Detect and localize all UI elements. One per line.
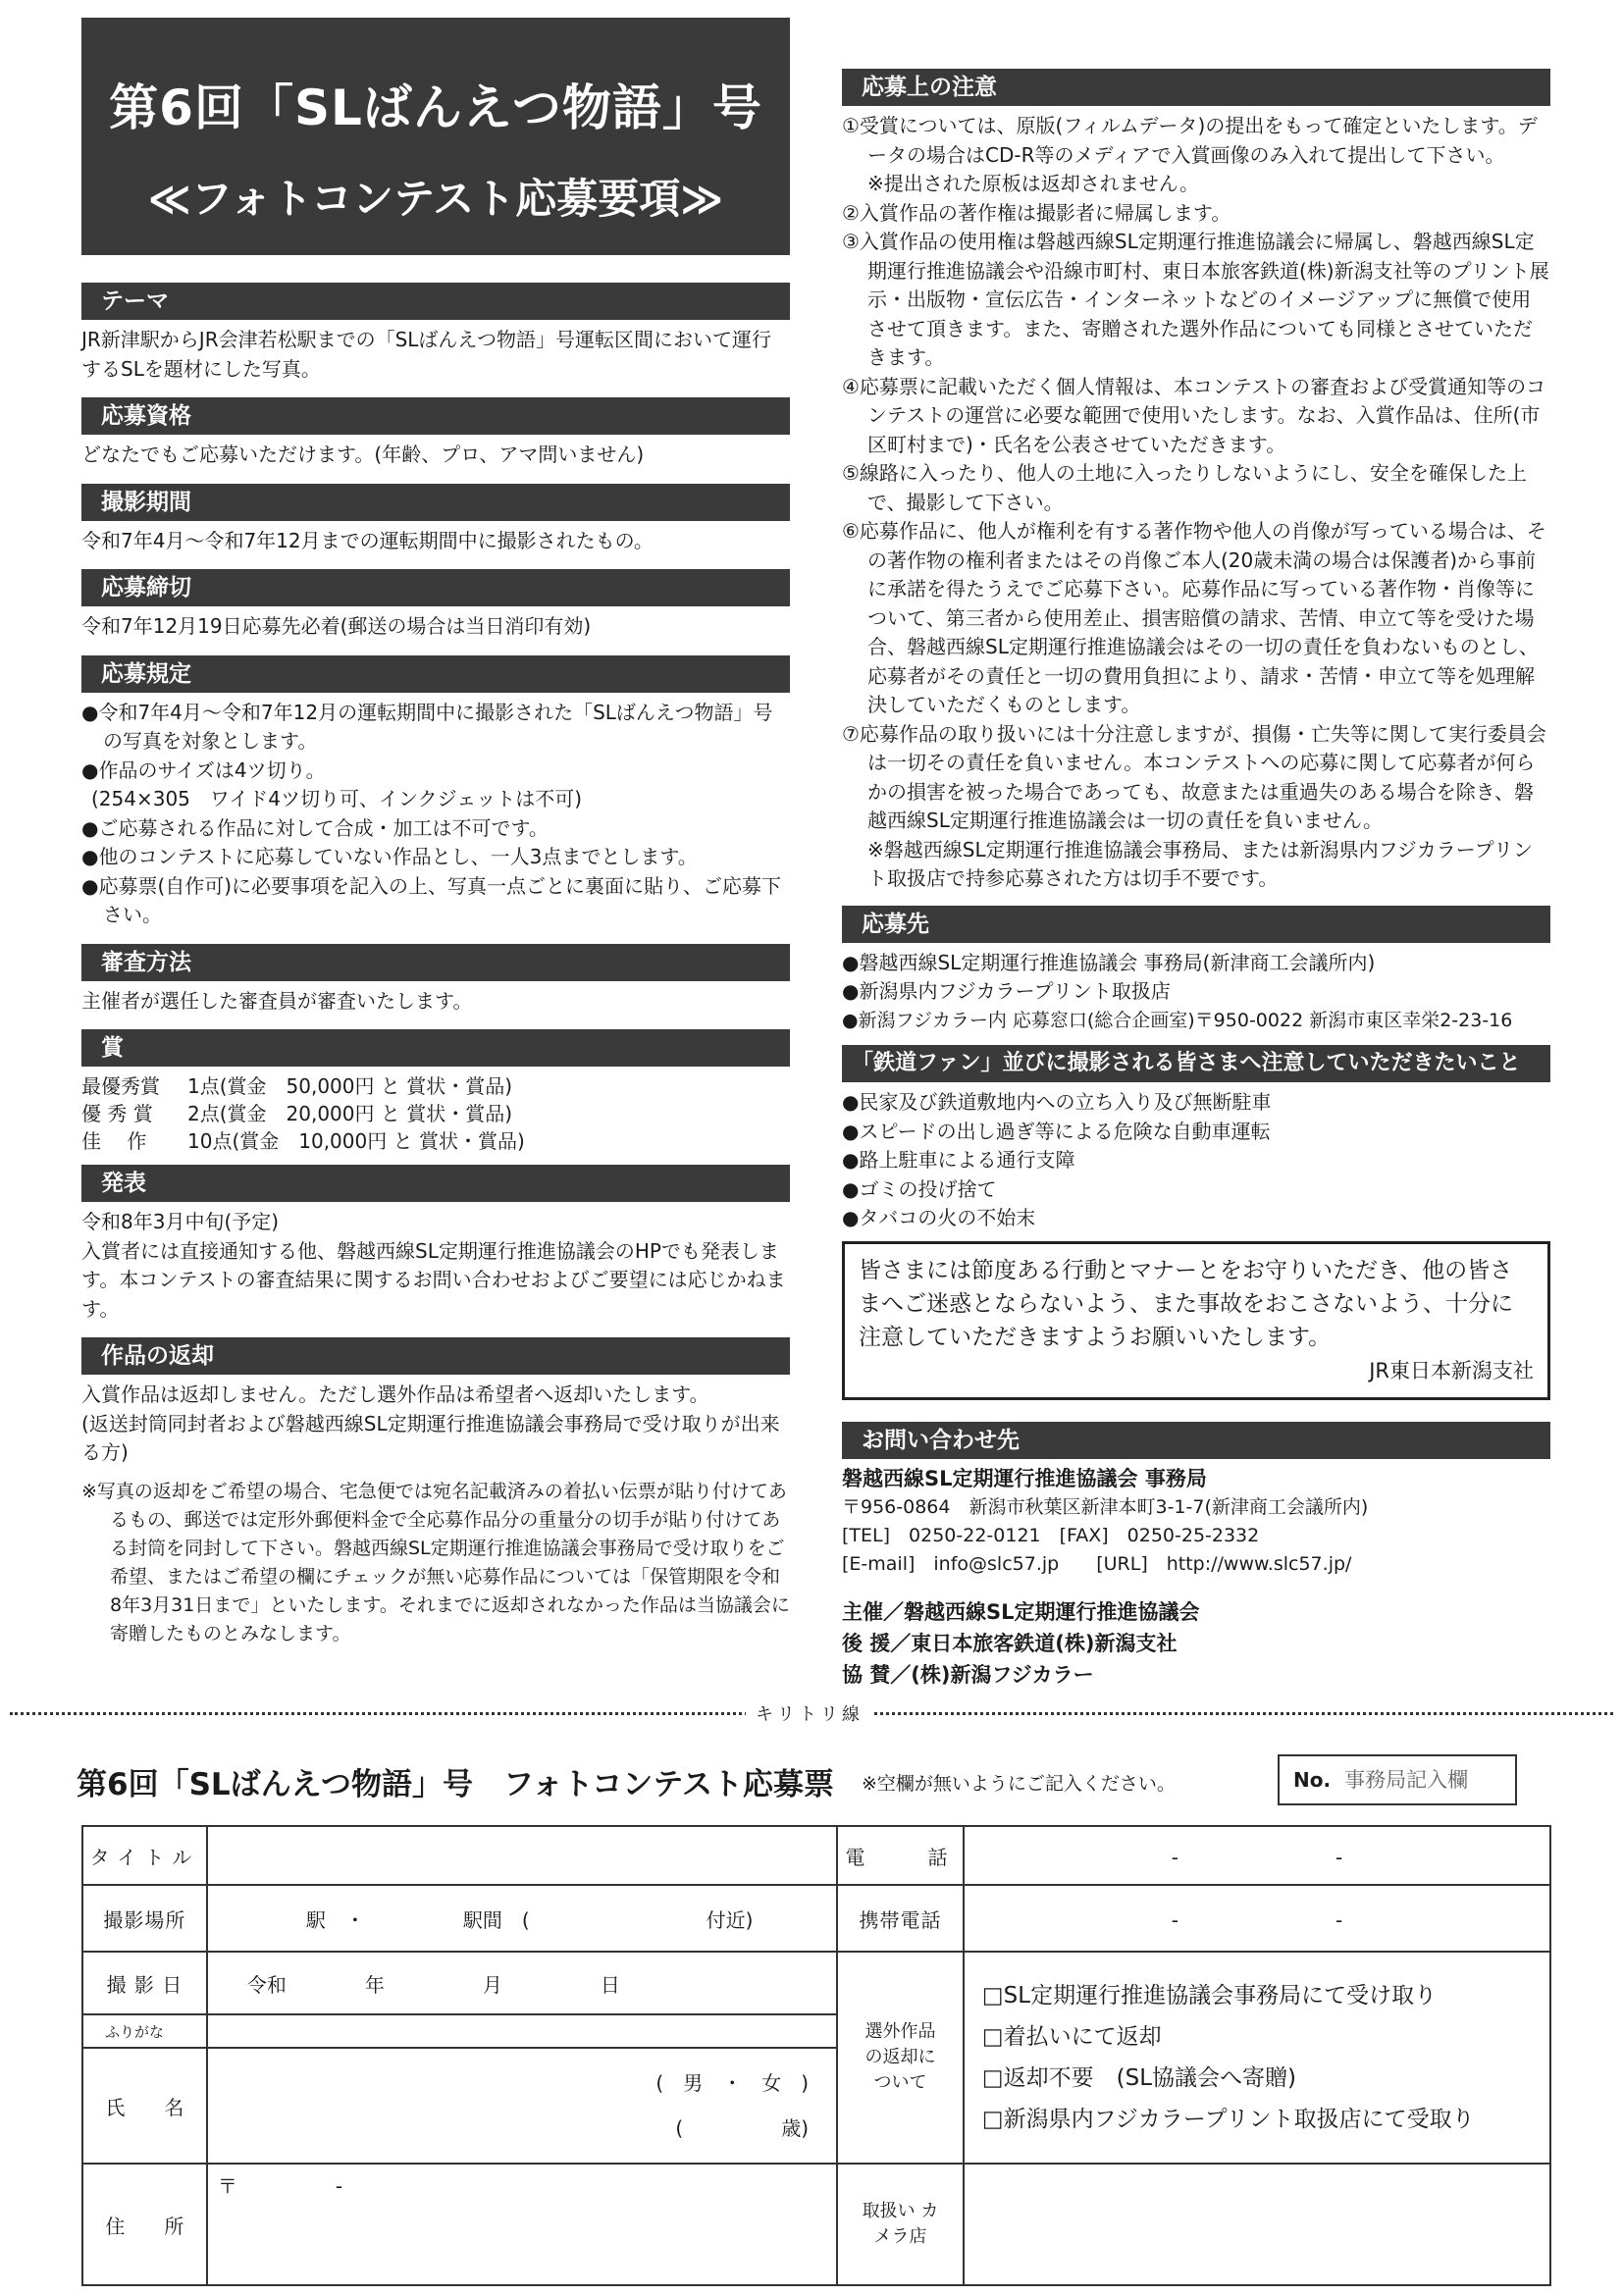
manners-message: 皆さまには節度ある行動とマナーとをお守りいただき、他の皆さまへご迷惑とならないよう、また事故をおこさないよう、十分に注意していただきますようお願いいたします。 bbox=[859, 1257, 1513, 1350]
section-fans bbox=[842, 1045, 1550, 1400]
heading-theme: テーマ bbox=[81, 283, 790, 320]
fan-item: ●スピードの出し過ぎ等による危険な自動車運転 bbox=[842, 1119, 1271, 1143]
left-column bbox=[81, 283, 790, 1648]
announce-text: 令和8年3月中旬(予定) bbox=[81, 1210, 280, 1233]
heading-period: 撮影期間 bbox=[81, 484, 790, 521]
fan-item: ●路上駐車による通行支障 bbox=[842, 1148, 1075, 1172]
form-title: 第6回「SLばんえつ物語」号 フォトコンテスト応募票 bbox=[77, 1767, 834, 1802]
note-item: ①受賞については、原版(フィルムデータ)の提出をもって確定といたします。データの場合はCD-R等のメディアで入賞画像のみ入れて提出して下さい。 bbox=[842, 114, 1538, 167]
note-item: ※提出された原板は返却されません。 bbox=[867, 172, 1199, 195]
fan-item: ●ゴミの投げ捨て bbox=[842, 1176, 997, 1201]
postal-code-field[interactable]: 〒 - bbox=[217, 2174, 343, 2198]
submit-item: ●新潟県内フジカラープリント取扱店 bbox=[842, 979, 1171, 1003]
date-label: 撮 影 日 bbox=[82, 1952, 207, 2014]
rule-item: ●他のコンテストに応募していない作品とし、一人3点までとします。 bbox=[81, 845, 698, 868]
section-announce bbox=[81, 1165, 790, 1324]
prize-name: 優 秀 賞 bbox=[81, 1102, 153, 1125]
note-item: ③入賞作品の使用権は磐越西線SL定期運行推進協議会に帰属し、磐越西線SL定期運行推進協議会や沿線市町村、東日本旅客鉄道(株)新潟支社等のプリント展示・出版物・宣伝広告・インターネットなどのイメージアップに無償で使用させて頂きます。また、寄贈された選外作品についても同様とさせていただきます。 bbox=[842, 230, 1549, 369]
period-text: 令和7年4月～令和7年12月までの運転期間中に撮影されたもの。 bbox=[81, 528, 654, 552]
cut-line-label: キリトリ線 bbox=[746, 1700, 873, 1726]
section-eligibility bbox=[81, 397, 790, 470]
section-contact bbox=[842, 1422, 1550, 1692]
manners-signature: JR東日本新潟支社 bbox=[1369, 1358, 1534, 1383]
office-use-label: 事務局記入欄 bbox=[1344, 1768, 1469, 1792]
place-field[interactable]: 駅 ・ 駅間 ( 付近) bbox=[207, 1885, 837, 1952]
section-theme bbox=[81, 283, 790, 384]
contact-address: 〒956-0864 新潟市秋葉区新津本町3-1-7(新津商工会議所内) bbox=[842, 1496, 1369, 1518]
return-option-checkbox[interactable]: □着払いにて返却 bbox=[981, 2024, 1162, 2050]
contact-org: 磐越西線SL定期運行推進協議会 事務局 bbox=[842, 1466, 1207, 1490]
store-field[interactable] bbox=[964, 2164, 1550, 2285]
section-notes bbox=[842, 69, 1550, 894]
name-label: 氏 名 bbox=[82, 2048, 207, 2164]
fan-item: ●民家及び鉄道敷地内への立ち入り及び無断駐車 bbox=[842, 1090, 1272, 1114]
return-text: (返送封筒同封者および磐越西線SL定期運行推進協議会事務局で受け取りが出来る方) bbox=[81, 1411, 780, 1464]
heading-fans: 「鉄道ファン」並びに撮影される皆さまへ注意していただきたいこと bbox=[842, 1045, 1550, 1082]
contact-web: [E-mail] info@slc57.jp [URL] http://www.slc57.jp/ bbox=[842, 1553, 1352, 1575]
return-label: 選外作品の返却について bbox=[837, 1952, 964, 2164]
credit-organizer: 主催／磐越西線SL定期運行推進協議会 bbox=[842, 1600, 1200, 1624]
prize-list bbox=[81, 1072, 790, 1155]
office-use-box bbox=[1278, 1754, 1517, 1805]
prize-detail: 1点(賞金 50,000円 と 賞状・賞品) bbox=[187, 1074, 513, 1098]
theme-text: JR新津駅からJR会津若松駅までの「SLばんえつ物語」号運転区間において運行するSLを題材にした写真。 bbox=[81, 328, 772, 381]
note-item: ⑥応募作品に、他人が権利を有する著作物や他人の肖像が写っている場合は、その著作物の権利者またはその肖像ご本人(20歳未満の場合は保護者)から事前に承諾を得たうえでご応募下さい。応募作品に写っている著作物・肖像等について、第三者から使用差止、損害賠償の請求、苦情、申立て等を受けた場合、磐越西線SL定期運行推進協議会はその一切の責任を負わないものとし、応募者がその責任と一切の費用負担により、請求・苦情・申立て等を処理解決していただくものとします。 bbox=[842, 519, 1546, 716]
heading-eligibility: 応募資格 bbox=[81, 397, 790, 435]
return-option-checkbox[interactable]: □新潟県内フジカラープリント取扱店にて受取り bbox=[981, 2107, 1475, 2132]
return-note: ※写真の返却をご希望の場合、宅急便では宛名記載済みの着払い伝票が貼り付けてあるもの、郵送では定形外郵便料金で全応募作品分の重量分の切手が貼り付けてある封筒を同封して下さい。磐越西線SL定期運行推進協議会事務局で受け取りをご希望、またはご希望の欄にチェックが無い応募作品については「保管期限を令和8年3月31日まで」といたします。それまでに返却されなかった作品は当協議会に寄贈したものとみなします。 bbox=[81, 1480, 790, 1644]
section-prizes bbox=[81, 1029, 790, 1155]
age-field[interactable]: ( 歳) bbox=[675, 2116, 810, 2140]
title-banner bbox=[81, 18, 790, 255]
address-label: 住 所 bbox=[82, 2164, 207, 2285]
furigana-label: ふりがな bbox=[82, 2014, 207, 2048]
announce-text: 入賞者には直接通知する他、磐越西線SL定期運行推進協議会のHPでも発表します。本コンテストの審査結果に関するお問い合わせおよびご要望には応じかねます。 bbox=[81, 1238, 786, 1321]
rule-item: ●令和7年4月～令和7年12月の運転期間中に撮影された「SLばんえつ物語」号の写真を対象とします。 bbox=[81, 700, 773, 753]
gender-field[interactable]: ( 男 ・ 女 ) bbox=[655, 2071, 810, 2095]
note-item: ⑤線路に入ったり、他人の土地に入ったりしないようにし、安全を確保した上で、撮影して下さい。 bbox=[842, 461, 1527, 514]
note-item: ⑦応募作品の取り扱いには十分注意しますが、損傷・亡失等に関して実行委員会は一切その責任を負いません。本コンテストへの応募に関して応募者が何らかの損害を被った場合であっても、故意または重過失のある場合を除き、磐越西線SL定期運行推進協議会は一切の責任を負いません。 bbox=[842, 721, 1546, 832]
heading-contact: お問い合わせ先 bbox=[842, 1422, 1550, 1459]
return-text: 入賞作品は返却しません。ただし選外作品は希望者へ返却いたします。 bbox=[81, 1383, 709, 1406]
name-field[interactable] bbox=[207, 2048, 837, 2164]
credits bbox=[842, 1596, 1550, 1691]
section-period bbox=[81, 484, 790, 556]
furigana-field[interactable] bbox=[207, 2014, 837, 2048]
right-column bbox=[842, 69, 1550, 1691]
return-options bbox=[964, 1952, 1550, 2164]
heading-return: 作品の返却 bbox=[81, 1337, 790, 1375]
store-label: 取扱い カメラ店 bbox=[837, 2164, 964, 2285]
section-rules bbox=[81, 655, 790, 930]
return-option-checkbox[interactable]: □返却不要 (SL協議会へ寄贈) bbox=[981, 2065, 1297, 2091]
prize-name: 最優秀賞 bbox=[81, 1074, 160, 1098]
page-subtitle: ≪フォトコンテスト応募要項≫ bbox=[147, 175, 724, 223]
mobile-label: 携帯電話 bbox=[837, 1885, 964, 1952]
prize-detail: 10点(賞金 10,000円 と 賞状・賞品) bbox=[187, 1129, 525, 1153]
rule-item: ●ご応募される作品に対して合成・加工は不可です。 bbox=[81, 815, 549, 840]
credit-support: 後 援／東日本旅客鉄道(株)新潟支社 bbox=[842, 1632, 1178, 1655]
address-field[interactable] bbox=[207, 2164, 837, 2285]
submit-item: ●磐越西線SL定期運行推進協議会 事務局(新津商工会議所内) bbox=[842, 950, 1376, 974]
title-label: タイトル bbox=[82, 1826, 207, 1885]
section-submit bbox=[842, 906, 1550, 1036]
credit-sponsor: 協 賛／(株)新潟フジカラー bbox=[842, 1663, 1094, 1687]
note-item: ※磐越西線SL定期運行推進協議会事務局、または新潟県内フジカラープリント取扱店で持参応募された方は切手不要です。 bbox=[867, 837, 1533, 890]
submit-item: ●新潟フジカラー内 応募窓口(総合企画室)〒950-0022 新潟市東区幸栄2-23-16 bbox=[842, 1009, 1513, 1031]
note-item: ④応募票に記載いただく個人情報は、本コンテストの審査および受賞通知等のコンテストの運営に必要な範囲で使用いたします。なお、入賞作品は、住所(市区町村まで)・氏名を公表させていただきます。 bbox=[842, 374, 1546, 456]
prize-name: 佳 作 bbox=[81, 1129, 147, 1153]
heading-notes: 応募上の注意 bbox=[842, 69, 1550, 106]
eligibility-text: どなたでもご応募いただけます。(年齢、プロ、アマ問いません) bbox=[81, 443, 645, 466]
contact-tel: [TEL] 0250-22-0121 [FAX] 0250-25-2332 bbox=[842, 1525, 1260, 1546]
title-field[interactable] bbox=[207, 1826, 837, 1885]
form-note: ※空欄が無いようにご記入ください。 bbox=[862, 1773, 1176, 1795]
deadline-text: 令和7年12月19日応募先必着(郵送の場合は当日消印有効) bbox=[81, 614, 592, 638]
no-label: No. bbox=[1293, 1768, 1332, 1792]
phone-field[interactable]: - - bbox=[964, 1826, 1550, 1885]
page-title: 第6回「SLばんえつ物語」号 bbox=[109, 79, 762, 136]
heading-judging: 審査方法 bbox=[81, 944, 790, 981]
section-return bbox=[81, 1337, 790, 1648]
section-deadline bbox=[81, 569, 790, 642]
phone-label: 電 話 bbox=[837, 1826, 964, 1885]
judging-text: 主催者が選任した審査員が審査いたします。 bbox=[81, 988, 473, 1013]
entry-form-table bbox=[81, 1825, 1551, 2286]
rule-item: ●作品のサイズは4ツ切り。 bbox=[81, 757, 326, 782]
manners-message-box bbox=[842, 1241, 1550, 1400]
heading-announce: 発表 bbox=[81, 1165, 790, 1202]
fan-item: ●タバコの火の不始末 bbox=[842, 1206, 1036, 1229]
prize-detail: 2点(賞金 20,000円 と 賞状・賞品) bbox=[187, 1102, 513, 1125]
rule-item: ●応募票(自作可)に必要事項を記入の上、写真一点ごとに裏面に貼り、ご応募下さい。 bbox=[81, 873, 782, 926]
heading-deadline: 応募締切 bbox=[81, 569, 790, 606]
section-judging bbox=[81, 944, 790, 1017]
place-label: 撮影場所 bbox=[82, 1885, 207, 1952]
date-field[interactable]: 令和 年 月 日 bbox=[207, 1952, 837, 2014]
rule-item: (254×305 ワイド4ツ切り可、インクジェットは不可) bbox=[91, 787, 583, 810]
return-option-checkbox[interactable]: □SL定期運行推進協議会事務局にて受け取り bbox=[981, 1983, 1438, 2009]
note-item: ②入賞作品の著作権は撮影者に帰属します。 bbox=[842, 200, 1231, 225]
heading-rules: 応募規定 bbox=[81, 655, 790, 693]
heading-submit: 応募先 bbox=[842, 906, 1550, 943]
heading-prizes: 賞 bbox=[81, 1029, 790, 1067]
mobile-field[interactable]: - - bbox=[964, 1885, 1550, 1952]
